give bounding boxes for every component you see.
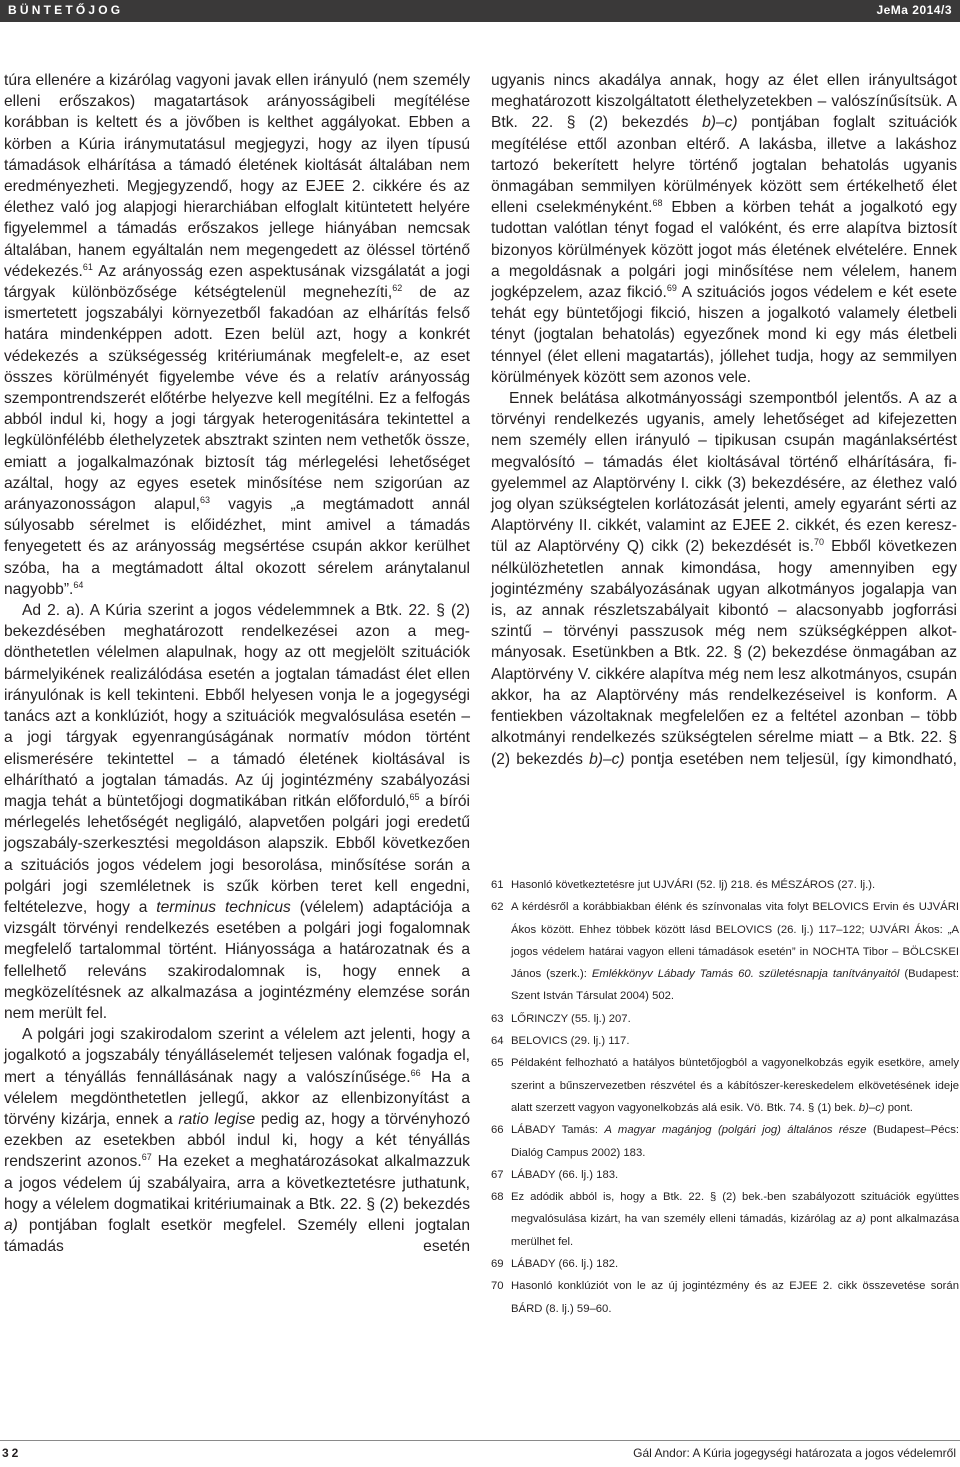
footnote-ref-65[interactable]: 65 (409, 791, 420, 802)
footnote-ref-68[interactable]: 68 (652, 198, 663, 209)
footnote-ref-70[interactable]: 70 (813, 537, 824, 548)
footnote: 68 Ez adódik abból is, hogy a Btk. 22. § (2) bek.-ben szabályozott szituációk együttes megvalósulása kizárt, ha van személy elleni támadás, kizárólag az a) pont alkalmazása merülhet fel. (491, 1191, 959, 1248)
right-column (491, 70, 957, 770)
paragraph: A polgári jogi szakirodalom szerint a vélelem azt jelenti, hogy a jogalkotó a jogszabály tényálláselemét teljesen valónak fogadja el, mert a tényállás fennállásának nagy a valószínűsége.$^{66}$ Ha a vélelem megdönthetetlen jellegű, akkor az ellenbizonyítást a törvény kizárja, ennek a ratio legise pedig az, hogy a törvényhozó ezekben az esetekben abból indul ki, hogy a két tényállás rendszerint azonos.$^{67}$ Ha ezeket a meghatározásokat alkalmazzuk a jogos védelem új szabályaira, arra a következtetésre juthatunk, hogy a vélelem dogmatikai kritériumainak a Btk. 22. § (2) bekezdés a) pontjában foglalt esetkör megfelel. Személy elleni jogtalan támadás esetén (4, 1026, 470, 1256)
footnotes (491, 874, 959, 1320)
running-footer-title: Gál Andor: A Kúria jogegységi határozata a jogos védelemről (633, 1446, 956, 1460)
page-number: 32 (2, 1446, 22, 1460)
footnote: 63 LŐRINCZY (55. lj.) 207. (491, 1012, 631, 1025)
footer-divider (0, 1440, 960, 1441)
footnote: 66 LÁBADY Tamás: A magyar magánjog (polgári jog) általános része (Budapest–Pécs: Dialóg Campus 2002) 183. (491, 1124, 959, 1159)
paragraph: Ennek belátása alkotmányossági szempontból jelentős. A az a törvényi rendelkezés ugyanis, amely lehetőséget ad kifejezetten nem személy ellen irányuló – tipikusan csupán magánlaksértést megvalósító – támadás élet kioltásával történő elhárítására, figyelemmel az Alaptörvény I. cikk (3) bekezdésére, az élethez való jog olyan szükségtelen korlátozását jelenti, amely egyaránt sérti az Alaptörvény II. cikkét, valamint az EJEE 2. cikkét, és ezen keresztül az Alaptörvény Q) cikk (2) bekezdését is.$^{70}$ Ebből következen nélkülözhetetlen annak kimondása, hogy amennyiben egy jogintézmény szabályozásának ugyan alkotmányos jogalapja van is, az annak részletszabályait kibontó – alacsonyabb jogforrási szintű – törvényi passzusok még nem szükségképpen alkotmányosak. Esetünkben a Btk. 22. § (2) bekezdése önmagában az Alaptörvény V. cikkére alapítva még nem lesz alkotmányos, csupán akkor, ha az Alaptörvény más rendelkezéseivel is konform. A fentiekben vázoltaknak megfelelően ez a feltétel azonban – több alkotmányi rendelkezés szükségtelen sérelme miatt – a Btk. 22. § (2) bekezdés b)–c) pontja esetében nem teljesül, így kimondható, (491, 390, 957, 768)
footnote-ref-63[interactable]: 63 (199, 494, 210, 505)
footnote: 69 LÁBADY (66. lj.) 182. (491, 1258, 619, 1271)
footnote-ref-66[interactable]: 66 (410, 1067, 421, 1078)
section-title: BÜNTETŐJOG (8, 3, 124, 17)
footnote: 64 BELOVICS (29. lj.) 117. (491, 1035, 630, 1048)
left-column (4, 70, 470, 1257)
running-header (0, 0, 960, 22)
paragraph: ugyanis nincs akadálya annak, hogy az élet ellen irányultságot meghatározott kiszolgáltatott élethelyzetekben – valószínűsítsük. A Btk. 22. § (2) bekezdés b)–c) pontjában foglalt szituációk megítélése ettől azonban eltérő. A lakásba, illetve a lakáshoz tartozó bekerített helyre történő jogtalan behatolás ugyanis önmagában semmilyen körülmények között sem értékelhető élet elleni cselekményként.$^{68}$ Ebben a körben tehát a jogalkotó egy tudottan valótlan tényt fogad el valóként, és erre alapítva biztosít bizonyos körülmények között jogot más életének elvételére. Ennek a megoldásnak a polgári jogi minősítése nem vélelem, hanem jogképzelem, azaz fikció.$^{69}$ A szituációs jogos védelem e két esete tehát egy büntetőjogi fikció, hiszen a jogalkotó valamely életbeli tényt (jogtalan behatolás) egyezőnek mond ki egy más életbeli ténnyel (élet elleni magatartás), jóllehet tudja, hogy az semmilyen körülmények között sem azonos vele. (491, 72, 957, 386)
footnote: 61 Hasonló következtetésre jut UJVÁRI (52. lj) 218. és MÉSZÁROS (27. lj.). (491, 879, 876, 891)
footnote-ref-67[interactable]: 67 (141, 1152, 152, 1163)
footnote: 62 A kérdésről a korábbiakban élénk és színvonalas vita folyt BELOVICS Ervin és UJVÁRI Ákos között. Ehhez többek között lásd BELOVICS (26. lj.) 117–122; UJVÁRI Ákos: „A jogos védelem határai vagyon elleni támadások esetén” in NOCHTA Tibor – BÖLCSKEI János (szerk.): Emlékkönyv Lábady Tamás 60. születésnapja tanítványaitól (Budapest: Szent István Társulat 2004) 502. (491, 901, 959, 1003)
footnote-ref-64[interactable]: 64 (73, 579, 84, 590)
footnote: 67 LÁBADY (66. lj.) 183. (491, 1168, 619, 1181)
journal-issue: JeMa 2014/3 (876, 3, 952, 17)
paragraph: túra ellenére a kizárólag vagyoni javak ellen irányuló (nem személy elleni erőszakos) magatartások arányosságibeli megítélése korábban is keltett és a jövőben is kelthet aggályokat. Ebben a körben a Kúria iránymutatásul megjegyzi, hogy az ilyen típusú támadások elhárítása a támadó életének kioltását általában nem eredményezheti. Megjegyzendő, hogy az EJEE 2. cikkére és az élethez való jog alapjogi hierarchiában elfoglalt kitüntetett helyére figyelemmel a támadás erőszakos jellege hiányában nemcsak általában, hanem egyáltalán nem megengedett az öléssel történő védekezés.$^{61}$ Az arányosság ezen aspektusának vizsgálatát a jogi tárgyak különbözősége kétségtelenül megnehezíti,$^{62}$ de az ismertetett jogszabályi környezetből fakadóan az elhárítás felső határa mindenképpen adott. Ezen belül azt, hogy a konkrét védekezés a szükségesség kritériumának megfelelt-e, az eset összes körülményét figyelembe véve és a relatív arányosság szempontrendszerét előtérbe helyezve kell megítélni. Ez a felfogás abból indul ki, hogy a jogi tárgyak heterogenitására tekintettel a legkülönfélébb élethelyzetek absztrakt szinten nem vethetők össze, emiatt a jogalkalmazónak biztosít tág mérlegelési lehetőséget azáltal, hogy az egyes esetek minősítése nem szigorúan az arányazonosságon alapul,$^{63}$ vagyis „a megtámadott annál súlyosabb sérelmet is előidézhet, mint amivel a támadás fenyegetett és az arányosság megsértése csupán akkor kerülhet szóba, ha a megtámadott által okozott sérelem aránytalanul nagyobb”.$^{64}$ (4, 72, 471, 598)
footnote-ref-61[interactable]: 61 (82, 261, 93, 272)
footnote: 65 Példaként felhozható a hatályos büntetőjogból a vagyonelkobzás egyik esetköre, amely szerint a bűnszervezetben részvétel és a kábítószer-kereskedelem elkövetésének ideje alatt szerzett vagyon vagyonelkobzás alá esik. Vö. Btk. 74. § (1) bek. b)–c) pont. (491, 1057, 959, 1114)
footnote-ref-69[interactable]: 69 (666, 282, 677, 293)
footnote-ref-62[interactable]: 62 (392, 282, 403, 293)
paragraph: Ad 2. a). A Kúria szerint a jogos védelemmnek a Btk. 22. § (2) bekezdésében meghatározott rendelkezései azon a megdönthetetlen vélelmen alapulnak, hogy az ott megjelölt szituációk bármelyikének realizálódása esetén a jogtalan támadást élet ellen irányulónak is kell tekinteni. Ebből helyesen vonja le a jogegységi tanács azt a konklúziót, hogy a szituációk megvalósulása esetén – a jogi tárgyak egyenrangúságának normatív módon történt elismerésére tekintettel – a támadó életének kioltásával is elhárítható a jogtalan támadás. Az új jogintézmény szabályozási magja tehát a büntetőjogi dogmatikában ritkán előforduló,$^{65}$ a bírói mérlegelés lehetőségét negligáló, alapvetően polgári jogi eredetű jogszabály-szerkesztési megoldáson alapszik. Ebből következően a szituációs jogos védelem jogi besorolása, minősítése során a polgári jogi szemléletnek is szűk körben teret kell engedni, feltételezve, hogy a terminus technicus (vélelem) adaptációja a vizsgált törvényi rendelkezés esetében a polgári jogi fogalomnak megfelelő tartalommal történt. Hiányossága a határozatnak és a fellelhető releváns szakirodalomnak is, hogy ennek a megközelítésnek az alkalmazása a jogintézmény elemzése során nem merült fel. (4, 602, 470, 1022)
footnote: 70 Hasonló konklúziót von le az új jogintézmény és az EJEE 2. cikk összevetése során BÁRD (8. lj.) 59–60. (491, 1280, 959, 1315)
